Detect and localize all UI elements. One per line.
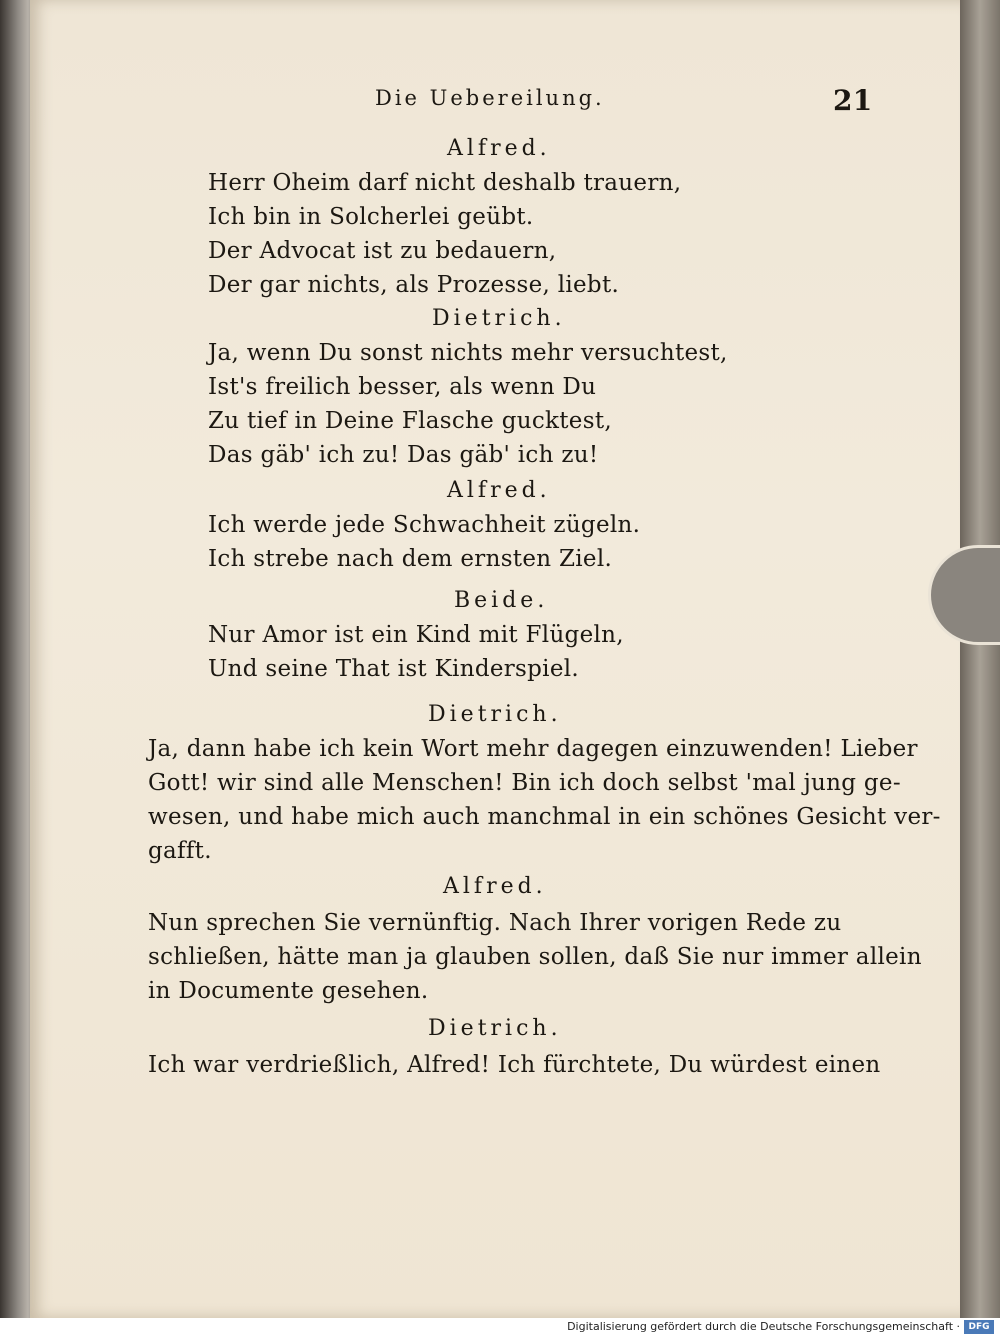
prose-line: Ja, dann habe ich kein Wort mehr dagegen einzuwenden! Lieber <box>148 736 918 762</box>
prose-line: Gott! wir sind alle Menschen! Bin ich doch selbst 'mal jung ge- <box>148 770 901 796</box>
verse-line: Ich bin in Solcherlei geübt. <box>208 204 534 230</box>
speaker-heading: Dietrich. <box>432 306 566 331</box>
verse-line: Ich werde jede Schwachheit zügeln. <box>208 512 641 538</box>
verse-line: Der Advocat ist zu bedauern, <box>208 238 557 264</box>
prose-line: Ich war verdrießlich, Alfred! Ich fürchtete, Du würdest einen <box>148 1052 881 1078</box>
verse-line: Zu tief in Deine Flasche gucktest, <box>208 408 612 434</box>
speaker-heading: Alfred. <box>447 478 551 503</box>
prose-line: schließen, hätte man ja glauben sollen, daß Sie nur immer allein <box>148 944 922 970</box>
verse-line: Und seine That ist Kinderspiel. <box>208 656 580 682</box>
speaker-heading: Dietrich. <box>428 1016 562 1041</box>
prose-line: wesen, und habe mich auch manchmal in ein schönes Gesicht ver- <box>148 804 941 830</box>
speaker-heading: Alfred. <box>447 136 551 161</box>
verse-line: Der gar nichts, als Prozesse, liebt. <box>208 272 620 298</box>
prose-line: Nun sprechen Sie vernünftig. Nach Ihrer vorigen Rede zu <box>148 910 842 936</box>
verse-line: Ich strebe nach dem ernsten Ziel. <box>208 546 613 572</box>
speaker-heading: Alfred. <box>443 874 547 899</box>
speaker-heading: Beide. <box>454 588 549 613</box>
verse-line: Nur Amor ist ein Kind mit Flügeln, <box>208 622 624 648</box>
page-stack-edge <box>960 0 1000 1318</box>
page-number: 21 <box>833 84 873 117</box>
verse-line: Das gäb' ich zu! Das gäb' ich zu! <box>208 442 599 468</box>
prose-line: in Documente gesehen. <box>148 978 429 1004</box>
prose-line: gafft. <box>148 838 212 864</box>
digitization-credit: Digitalisierung gefördert durch die Deutsche Forschungsgemeinschaft · <box>567 1320 960 1333</box>
verse-line: Ist's freilich besser, als wenn Du <box>208 374 597 400</box>
running-head: Die Uebereilung. <box>375 86 605 110</box>
verse-line: Herr Oheim darf nicht deshalb trauern, <box>208 170 682 196</box>
speaker-heading: Dietrich. <box>428 702 562 727</box>
verse-line: Ja, wenn Du sonst nichts mehr versuchtest, <box>208 340 728 366</box>
dfg-logo: DFG <box>964 1320 994 1334</box>
